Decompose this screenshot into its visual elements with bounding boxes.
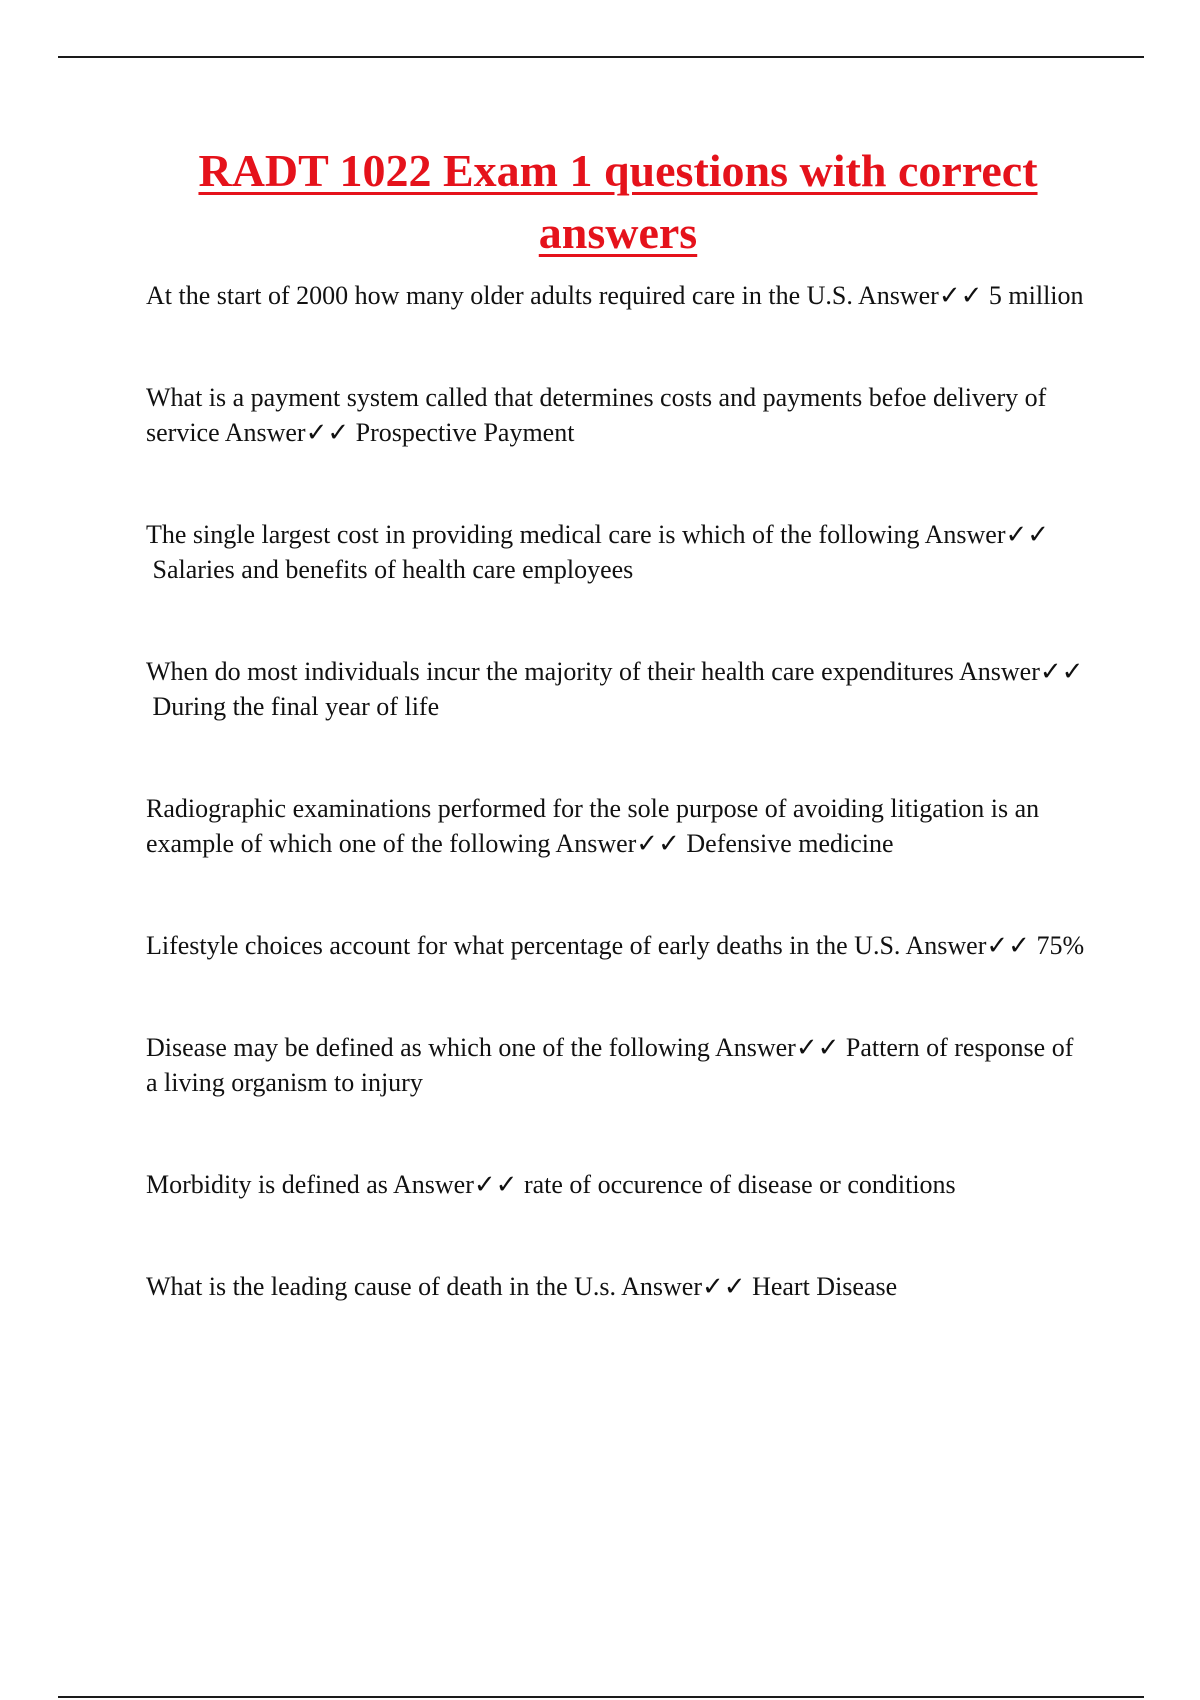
answer-marker: Answer✓✓ — [714, 1033, 840, 1062]
qa-item-1 — [146, 278, 1090, 313]
answer-text: 75% — [1036, 931, 1085, 960]
qa-item-8 — [146, 1167, 1090, 1202]
answer-text: Prospective Payment — [355, 418, 575, 447]
answer-marker: Answer✓✓ — [857, 281, 983, 310]
question-text: Morbidity is defined as — [146, 1170, 388, 1199]
answer-text: 5 million — [988, 281, 1084, 310]
answer-marker: Answer✓✓ — [924, 520, 1050, 549]
qa-item-4 — [146, 654, 1090, 724]
question-text: What is the leading cause of death in the U.s. — [146, 1272, 617, 1301]
answer-marker: Answer✓✓ — [393, 1170, 518, 1199]
qa-item-9 — [146, 1269, 1090, 1304]
question-text: Lifestyle choices account for what percentage of early deaths in the U.S. — [146, 931, 901, 960]
answer-text: Pattern of response of a living organism to injury — [146, 1033, 1074, 1097]
answer-marker: Answer✓✓ — [555, 829, 680, 858]
question-text: Disease may be defined as which one of the following — [146, 1033, 710, 1062]
question-text: When do most individuals incur the majority of their health care expenditures — [146, 657, 954, 686]
qa-item-3 — [146, 517, 1090, 587]
qa-list — [146, 278, 1090, 1304]
question-text: Radiographic examinations performed for the sole purpose of avoiding litigation is an example of which one of the following — [146, 794, 1040, 858]
answer-marker: Answer✓✓ — [224, 418, 350, 447]
top-rule — [58, 56, 1144, 58]
answer-marker: Answer✓✓ — [905, 931, 1030, 960]
answer-text: Salaries and benefits of health care employees — [152, 555, 634, 584]
question-text: At the start of 2000 how many older adults required care in the U.S. — [146, 281, 853, 310]
answer-marker: Answer✓✓ — [959, 657, 1084, 686]
document-title: RADT 1022 Exam 1 questions with correct answers — [198, 145, 1038, 258]
answer-marker: Answer✓✓ — [621, 1272, 746, 1301]
qa-item-7 — [146, 1030, 1090, 1100]
question-text: The single largest cost in providing medical care is which of the following — [146, 520, 920, 549]
answer-text: Heart Disease — [752, 1272, 898, 1301]
question-text: What is a payment system called that determines costs and payments befoe delivery of service — [146, 383, 1047, 447]
answer-text: Defensive medicine — [686, 829, 894, 858]
answer-text: rate of occurence of disease or conditions — [523, 1170, 956, 1199]
qa-item-2 — [146, 380, 1090, 450]
qa-item-5 — [146, 791, 1090, 861]
answer-text: During the final year of life — [152, 692, 440, 721]
bottom-rule — [58, 1696, 1144, 1698]
qa-item-6 — [146, 928, 1090, 963]
